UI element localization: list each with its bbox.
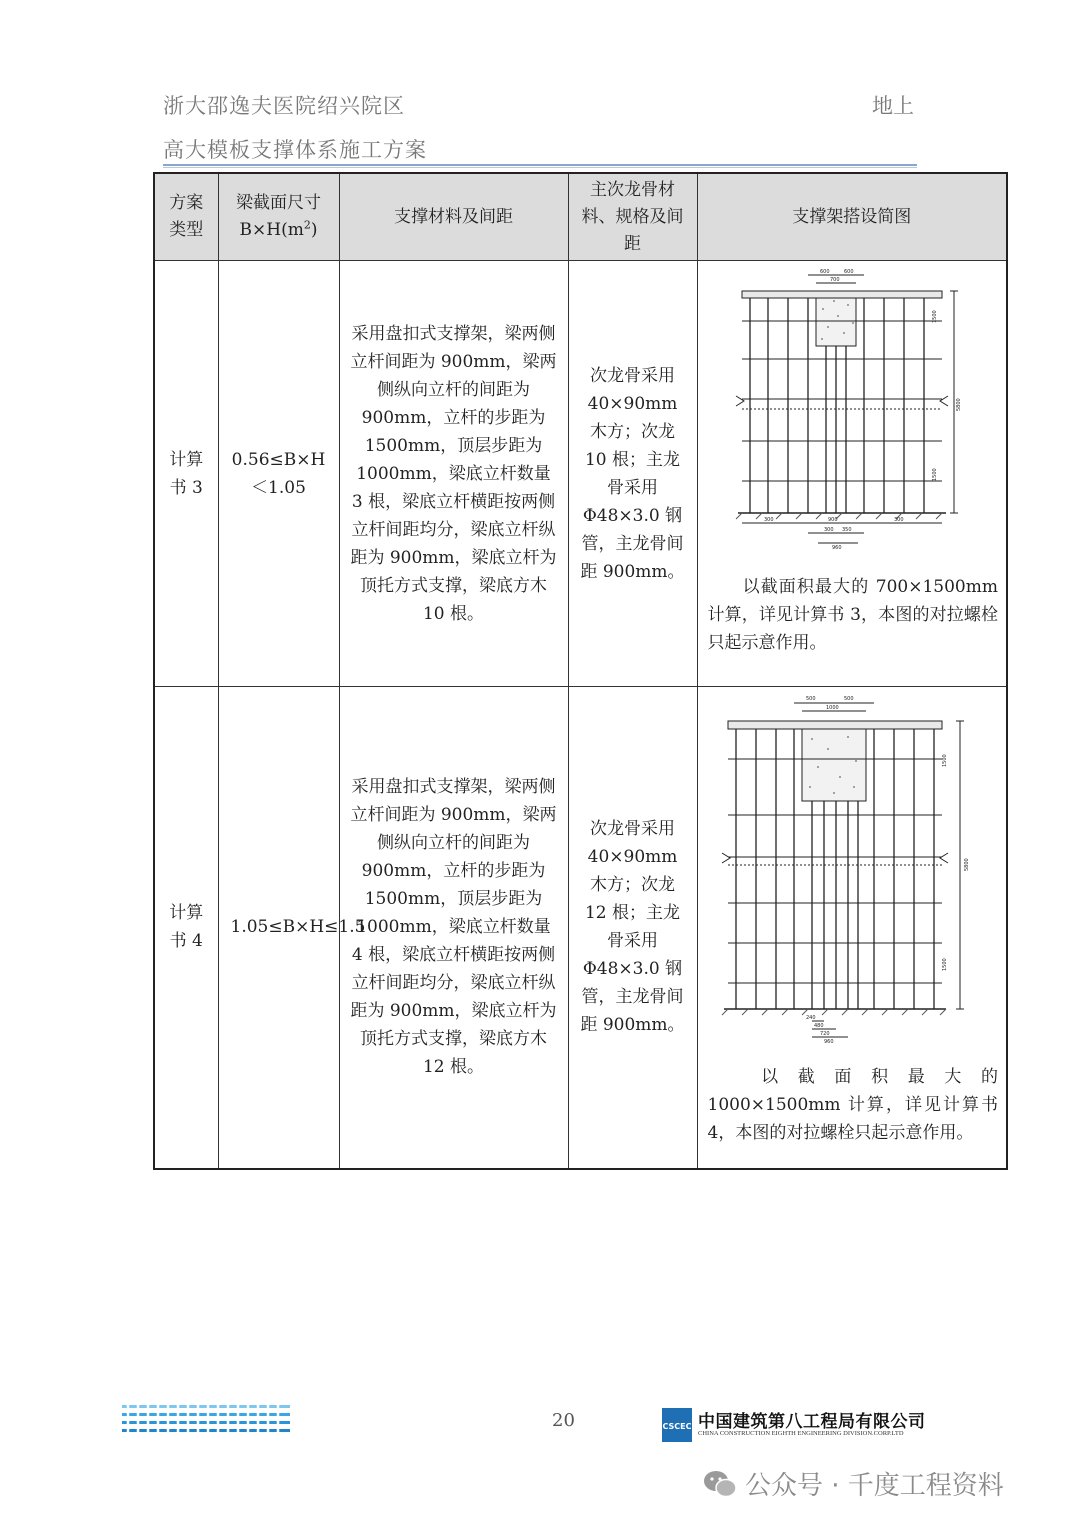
header-doc-title: 高大模板支撑体系施工方案 (163, 138, 427, 162)
header-size: 梁截面尺寸 $B\times H(m^2)$ (218, 173, 339, 261)
dim-bottom-2: 480 (813, 1023, 824, 1029)
dim-bottom-3: 300 (893, 517, 904, 523)
diagram-note: 以截面积最大的 1000×1500mm 计算，详见计算书 4，本图的对拉螺栓只起示意作用。 (707, 1067, 998, 1143)
dim-top-beam: 700 (829, 277, 840, 283)
dim-right-3: 1500 (931, 468, 938, 481)
diagram-note: 以截面积最大的 700×1500mm 计算，详见计算书 3，本图的对拉螺栓只起示意作用。 (707, 577, 998, 653)
dim-bottom-5: 350 (841, 527, 852, 533)
dim-right-1: 1500 (941, 754, 948, 767)
dim-top-beam: 1000 (825, 705, 839, 711)
row-diagram (697, 261, 1007, 687)
row-size: 0.56≤B×H＜1.05 (218, 261, 339, 687)
svg-text:CSCEC: CSCEC (662, 1422, 692, 1431)
header-material: 支撑材料及间距 (339, 173, 568, 261)
wechat-watermark (703, 1465, 1004, 1502)
dim-right-3: 1500 (941, 958, 948, 971)
header-section: 地上 (872, 94, 914, 118)
row-material: 采用盘扣式支撑架，梁两侧立杆间距为 900mm，梁两侧纵向立杆的间距为 900mm，立杆的步距为 1500mm，顶层步距为 1000mm，梁底立杆数量 3 根，梁底立杆横距按两侧立杆间距均分，梁底立杆纵距为 900mm，梁底立杆为顶托方式支撑，梁底方木 10 根。 (339, 261, 568, 687)
dim-bottom-4: 960 (823, 1039, 834, 1043)
header-keel: 主次龙骨材料、规格及间距 (568, 173, 697, 261)
header-rule-thin (163, 167, 917, 168)
row-keel: 次龙骨采用 40×90mm 木方；次龙 12 根；主龙骨采用Φ48×3.0 钢管，主龙骨间距 900mm。 (568, 687, 697, 1169)
dim-top-right: 600 (843, 269, 854, 275)
row-keel: 次龙骨采用 40×90mm 木方；次龙 10 根；主龙骨采用Φ48×3.0 钢管，主龙骨间距 900mm。 (568, 261, 697, 687)
row-size: 1.05≤B×H≤1.5 (218, 687, 339, 1169)
dim-right-2: 5800 (955, 398, 962, 411)
dim-right-2: 5800 (963, 858, 970, 871)
header-project: 浙大邵逸夫医院绍兴院区 (163, 94, 405, 118)
header-diagram: 支撑架搭设简图 (697, 173, 1007, 261)
dim-bottom-1: 240 (805, 1015, 816, 1021)
company-name-en: CHINA CONSTRUCTION EIGHTH ENGINEERING DIVISION.CORP.LTD (698, 1430, 904, 1437)
table-row (154, 261, 1007, 687)
cscec-logo-icon (662, 1408, 692, 1442)
watermark-text: 公众号 · 千度工程资料 (745, 1471, 1004, 1501)
dim-top-right: 500 (843, 696, 854, 702)
slab (742, 291, 942, 298)
dim-bottom-1: 300 (763, 517, 774, 523)
dim-bottom-2: 900 (827, 517, 838, 523)
row-type: 计算书 4 (154, 687, 218, 1169)
footer-pattern-logo (122, 1405, 290, 1437)
dim-bottom-3: 720 (819, 1031, 830, 1037)
table-header-row (154, 173, 1007, 261)
dim-bottom-6: 960 (831, 545, 842, 551)
support-frame-diagram-1 (698, 261, 1006, 551)
header-rule (163, 164, 917, 166)
support-frame-diagram-2 (698, 687, 1006, 1043)
dim-bottom-4: 300 (823, 527, 834, 533)
dim-top-left: 600 (819, 269, 830, 275)
row-type: 计算书 3 (154, 261, 218, 687)
slab (728, 721, 942, 729)
support-scheme-table (153, 172, 1008, 1170)
header-type: 方案类型 (154, 173, 218, 261)
row-diagram (697, 687, 1007, 1169)
table-row (154, 687, 1007, 1169)
company-name-cn: 中国建筑第八工程局有限公司 (698, 1412, 926, 1432)
page-number: 20 (552, 1410, 575, 1431)
dim-top-left: 500 (805, 696, 816, 702)
wechat-icon (703, 1469, 737, 1499)
row-material: 采用盘扣式支撑架，梁两侧立杆间距为 900mm，梁两侧纵向立杆的间距为 900mm，立杆的步距为 1500mm，顶层步距为 1000mm，梁底立杆数量 4 根，梁底立杆横距按两侧立杆间距均分，梁底立杆纵距为 900mm，梁底立杆为顶托方式支撑，梁底方木 12 根。 (339, 687, 568, 1169)
dim-right-1: 1500 (931, 310, 938, 323)
